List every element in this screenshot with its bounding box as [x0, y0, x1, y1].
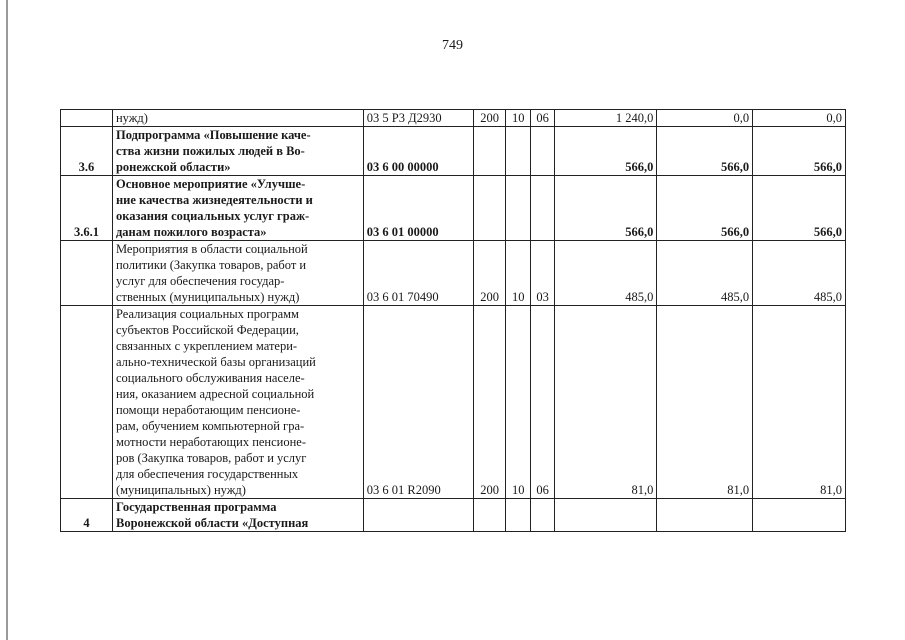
table-row [61, 241, 846, 306]
row-vr [530, 176, 554, 241]
row-name-line: помощи неработающим пенсионе- [115, 403, 301, 417]
row-name-line: для обеспечения государственных [115, 467, 299, 481]
row-value-2: 485,0 [657, 241, 753, 306]
budget-table [60, 109, 846, 532]
row-name-line: нужд) [115, 111, 148, 125]
page-edge-rule [6, 0, 8, 640]
row-rz: 200 [473, 241, 506, 306]
row-name-line: ния, оказанием адресной социальной [115, 387, 315, 401]
row-rz [473, 499, 506, 532]
row-code: 03 6 00 00000 [363, 127, 473, 176]
row-name-line: оказания социальных услуг граж- [115, 209, 310, 223]
table-row [61, 110, 846, 127]
row-name-line: ние качества жизнедеятельности и [115, 193, 313, 207]
row-number: 4 [61, 499, 113, 532]
row-name [112, 176, 363, 241]
row-value-3: 0,0 [753, 110, 846, 127]
row-name [112, 110, 363, 127]
row-name-line: субъектов Российской Федерации, [115, 323, 299, 337]
row-rz: 200 [473, 110, 506, 127]
row-number: 3.6 [61, 127, 113, 176]
table-row [61, 499, 846, 532]
row-name-line: (муниципальных) нужд) [115, 483, 246, 497]
row-code: 03 5 Р3 Д2930 [363, 110, 473, 127]
row-name-line: услуг для обеспечения государ- [115, 274, 285, 288]
row-number [61, 306, 113, 499]
row-value-1: 485,0 [555, 241, 657, 306]
row-name-line: данам пожилого возраста» [115, 225, 267, 239]
row-code: 03 6 01 00000 [363, 176, 473, 241]
row-name-line: Реализация социальных программ [115, 307, 299, 321]
row-code [363, 499, 473, 532]
row-number [61, 110, 113, 127]
row-rz [473, 176, 506, 241]
row-code: 03 6 01 R2090 [363, 306, 473, 499]
budget-table-body [61, 110, 846, 532]
row-name-line: ронежской области» [115, 160, 231, 174]
row-name [112, 241, 363, 306]
row-value-1: 566,0 [555, 127, 657, 176]
row-name-line: Мероприятия в области социальной [115, 242, 308, 256]
table-row [61, 176, 846, 241]
row-rz [473, 127, 506, 176]
row-name [112, 499, 363, 532]
row-value-1: 566,0 [555, 176, 657, 241]
row-pr: 10 [506, 110, 530, 127]
row-value-2 [657, 499, 753, 532]
table-row [61, 306, 846, 499]
row-name-line: ства жизни пожилых людей в Во- [115, 144, 305, 158]
row-value-2: 81,0 [657, 306, 753, 499]
row-rz: 200 [473, 306, 506, 499]
row-name-line: Государственная программа [115, 500, 277, 514]
row-pr [506, 176, 530, 241]
row-vr [530, 127, 554, 176]
row-value-2: 566,0 [657, 127, 753, 176]
table-row [61, 127, 846, 176]
row-value-1 [555, 499, 657, 532]
row-pr: 10 [506, 241, 530, 306]
row-pr [506, 127, 530, 176]
row-name-line: ственных (муниципальных) нужд) [115, 290, 300, 304]
row-name [112, 306, 363, 499]
row-name-line: социального обслуживания населе- [115, 371, 305, 385]
row-name-line: Подпрограмма «Повышение каче- [115, 128, 311, 142]
row-value-3: 81,0 [753, 306, 846, 499]
row-name-line: Основное мероприятие «Улучше- [115, 177, 306, 191]
row-name-line: Воронежской области «Доступная [115, 516, 309, 530]
row-value-2: 0,0 [657, 110, 753, 127]
row-code: 03 6 01 70490 [363, 241, 473, 306]
row-value-3 [753, 499, 846, 532]
row-pr [506, 499, 530, 532]
row-name-line: политики (Закупка товаров, работ и [115, 258, 307, 272]
page-number: 749 [442, 38, 463, 53]
row-name-line: ров (Закупка товаров, работ и услуг [115, 451, 307, 465]
row-name-line: ально-технической базы организаций [115, 355, 316, 369]
row-vr [530, 499, 554, 532]
row-name-line: рам, обучением компьютерной гра- [115, 419, 305, 433]
row-value-3: 485,0 [753, 241, 846, 306]
row-value-3: 566,0 [753, 127, 846, 176]
row-value-3: 566,0 [753, 176, 846, 241]
row-vr: 06 [530, 306, 554, 499]
row-number [61, 241, 113, 306]
row-value-2: 566,0 [657, 176, 753, 241]
row-vr: 03 [530, 241, 554, 306]
row-name [112, 127, 363, 176]
row-name-line: связанных с укреплением матери- [115, 339, 298, 353]
row-value-1: 81,0 [555, 306, 657, 499]
row-number: 3.6.1 [61, 176, 113, 241]
row-name-line: мотности неработающих пенсионе- [115, 435, 307, 449]
row-pr: 10 [506, 306, 530, 499]
row-vr: 06 [530, 110, 554, 127]
row-value-1: 1 240,0 [555, 110, 657, 127]
